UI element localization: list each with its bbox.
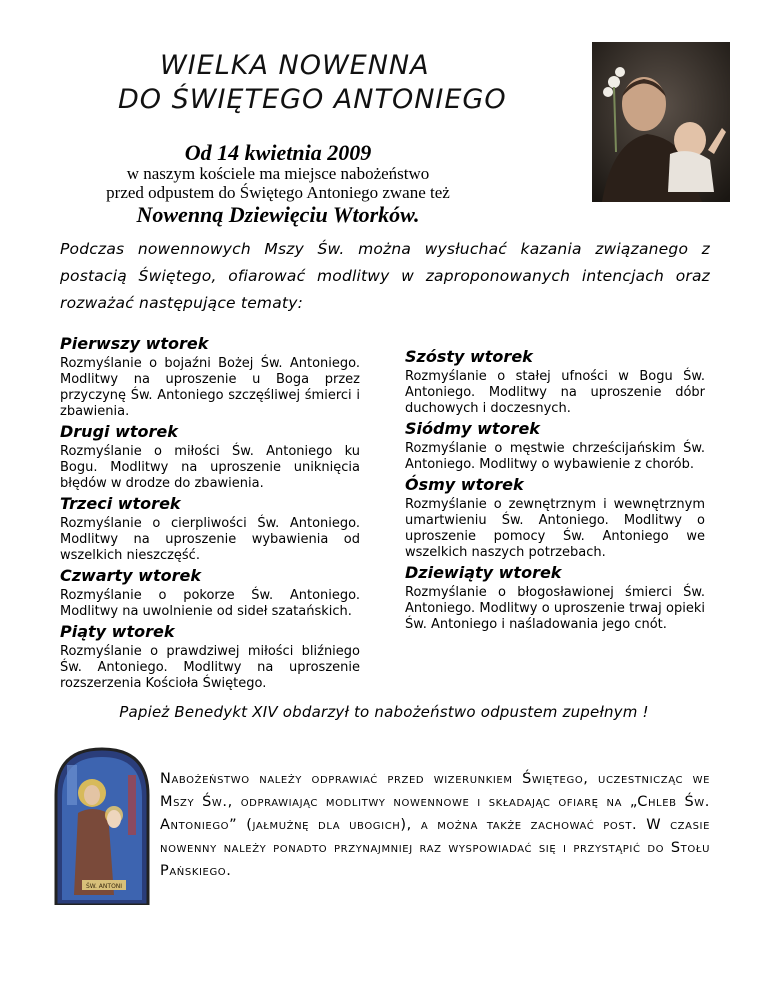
tuesday-title: Czwarty wtorek [60, 566, 201, 585]
tuesday-text: Rozmyślanie o błogosławionej śmierci Św. Antoniego. Modlitwy o uproszenie trwaj opieki Św. Antoniego i naśladowania jego cnót. [405, 585, 705, 632]
tuesday-7 [405, 419, 705, 473]
pope-indulgence-note: Papież Benedykt XIV obdarzył to nabożeństwo odpustem zupełnym ! [119, 703, 649, 721]
tuesday-5 [60, 622, 360, 692]
novena-name: Nowenną Dziewięciu Wtorków. [136, 202, 420, 227]
window-caption: ŚW. ANTONI [85, 883, 123, 890]
stained-glass-window [52, 745, 152, 905]
tuesday-title: Ósmy wtorek [405, 475, 524, 494]
tuesday-text: Rozmyślanie o pokorze Św. Antoniego. Modlitwy na uwolnienie od sideł szatańskich. [60, 588, 360, 619]
saint-anthony-portrait [592, 42, 730, 202]
tuesday-title: Siódmy wtorek [405, 419, 540, 438]
novena-date: Od 14 kwietnia 2009 [184, 140, 372, 165]
tuesday-text: Rozmyślanie o prawdziwej miłości bliźniego Św. Antoniego. Modlitwy na uproszenie rozszerzenia Kościoła Świętego. [60, 644, 360, 691]
tuesdays-left-column [60, 334, 360, 694]
intro-paragraph: Podczas nowennowych Mszy Św. można wysłuchać kazania związanego z postacią Świętego, ofiarować modlitwy w zaproponowanych intencjach oraz rozważać następujące tematy: [60, 240, 710, 312]
tuesday-2 [60, 422, 360, 492]
tuesday-text: Rozmyślanie o bojaźni Bożej Św. Antoniego. Modlitwy na uproszenie u Boga przez przyczynę Św. Antoniego szczęśliwej śmierci i zbawienia. [60, 356, 360, 419]
tuesday-8 [405, 475, 705, 561]
tuesday-6 [405, 347, 705, 417]
tuesday-title: Drugi wtorek [60, 422, 178, 441]
tuesday-4 [60, 566, 360, 620]
tuesday-title: Pierwszy wtorek [60, 334, 209, 353]
tuesday-text: Rozmyślanie o zewnętrznym i wewnętrznym umartwieniu Św. Antoniego. Modlitwy o uproszenie pomocy Św. Antoniego we wszelkich naszych potrzebach. [405, 497, 705, 560]
tuesday-9 [405, 563, 705, 633]
tuesday-title: Szósty wtorek [405, 347, 533, 366]
subtitle-line-1: w naszym kościele ma miejsce nabożeństwo [126, 164, 430, 183]
tuesday-text: Rozmyślanie o cierpliwości Św. Antoniego. Modlitwy na uproszenie wybawienia od wszelkich nieszczęść. [60, 516, 360, 563]
tuesday-title: Dziewiąty wtorek [405, 563, 562, 582]
tuesday-text: Rozmyślanie o miłości Św. Antoniego ku Bogu. Modlitwy na uproszenie uniknięcia błędów w drodze do zbawienia. [60, 444, 360, 491]
tuesdays-right-column [405, 347, 705, 635]
closing-paragraph: Nabożeństwo należy odprawiać przed wizerunkiem Świętego, uczestnicząc we Mszy Św., odprawiając modlitwy nowennowe i składając ofiarę na „Chleb Św. Antoniego” (jałmużnę dla ubogich), a można także zachować post. W czasie nowenny należy ponadto przynajmniej raz wyspowiadać się i przystąpić do Stołu Pańskiego. [160, 771, 710, 879]
tuesday-title: Trzeci wtorek [60, 494, 181, 513]
title-line-1: WIELKA NOWENNA [160, 50, 430, 81]
tuesday-text: Rozmyślanie o męstwie chrześcijańskim Św. Antoniego. Modlitwy o wybawienie z chorób. [405, 441, 705, 472]
tuesday-text: Rozmyślanie o stałej ufności w Bogu Św. Antoniego. Modlitwy na uproszenie dóbr duchowych i doczesnych. [405, 369, 705, 416]
tuesday-3 [60, 494, 360, 564]
title-line-2: DO ŚWIĘTEGO ANTONIEGO [118, 84, 507, 115]
tuesday-title: Piąty wtorek [60, 622, 175, 641]
subtitle-line-2: przed odpustem do Świętego Antoniego zwane też [106, 183, 450, 202]
tuesday-1 [60, 334, 360, 420]
